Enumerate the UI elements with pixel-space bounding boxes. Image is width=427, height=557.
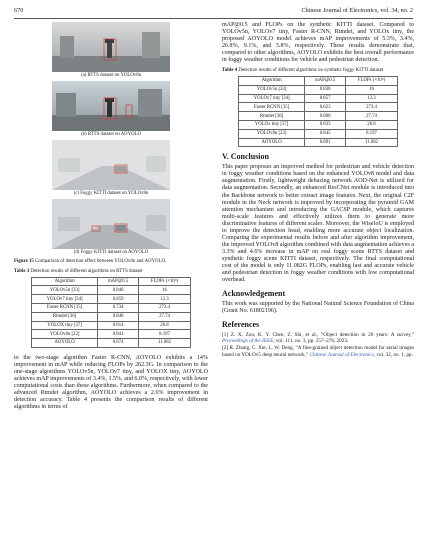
table-header-row bbox=[239, 77, 398, 86]
table-3-caption bbox=[14, 269, 208, 275]
column-header: Algorithm bbox=[32, 277, 98, 286]
table-cell: 0.848 bbox=[98, 312, 139, 321]
table-3 bbox=[31, 277, 191, 348]
table-cell: AOYOLO bbox=[32, 339, 98, 348]
table-cell: 8.197 bbox=[346, 129, 398, 138]
table-cell: 0.623 bbox=[305, 103, 346, 112]
acknowledgement-heading: Acknowledgement bbox=[222, 289, 286, 299]
table-cell: AOYOLO bbox=[239, 138, 305, 147]
table-cell: YOLOv5n [33] bbox=[239, 85, 305, 94]
column-header: mAP@0.5 bbox=[98, 277, 139, 286]
reference-item bbox=[222, 345, 414, 357]
figure-caption-text: Comparison of detection effect between YOLOv8n and AOYOLO. bbox=[35, 259, 167, 264]
figure-subcaption-b: (b) RTTS dataset on AOYOLO bbox=[81, 132, 141, 137]
reference-item bbox=[222, 332, 414, 344]
table-cell: YOLOX tiny [37] bbox=[32, 321, 98, 330]
table-cell: 27.74 bbox=[139, 312, 191, 321]
table-cell: 0.891 bbox=[305, 138, 346, 147]
conclusion-text: This paper proposes an improved method for pedestrian and vehicle detection in foggy weather conditions based on the enhanced YOLOv8 model and data augmentation. Firstly, lightweight dehazing network AOD-Net is utilized for data augmentation. Secondly, an enhanced ResCNet module is introduced into the Backbone network to better extract image features. Next, the original C2F module in the Neck network is improved by incorporating the pyramid GAM attention mechanism and introducing the GACSP module, which captures multi-scale features and effectively utilizes them to generate more discriminative features of different scales. Moreover, the WiseIoU is employed to improve the detection head, enabling more accurate object localization. Comparing the experimental results before and after algorithm improvement, the improved YOLOv8 algorithm combined with data augmentation achieves a 3.3% and 4.6% increase in mAP on real foggy scene RTTS dataset and synthetic foggy scene KITTI dataset, respectively. The final computational cost of the model is only 11.082G FLOPs, enabling fast and accurate vehicle and pedestrian detection in foggy weather conditions with low computational overhead. bbox=[222, 164, 414, 284]
figure-subcaption-c: (c) Foggy KITTI dataset on YOLOv8n bbox=[73, 191, 149, 196]
left-body-text: to the two-stage algorithm Faster R-CNN, AOYOLO exhibits a 14% improvement in mAP while reducing FLOPs by 262.3G. In comparison to the one-stage algorithms YOLOv5n, YOLOv7 tiny, and YOLOX tiny, AOYOLO achieves mAP improvements of 3.4%, 1.5%, and 6.0%, respectively, with lower computational costs than these algorithms. Furthermore, when compared to the advanced Rtmdet algorithm, AOYOLO achieves a 2.6% improvement in detection accuracy. Table 4 presents the comparison results of different algorithms in terms of bbox=[14, 354, 208, 411]
table-row bbox=[239, 120, 398, 129]
references-heading: References bbox=[222, 320, 260, 330]
table-3-caption-text: Detection results of different algorithms on RTTS dataset bbox=[30, 268, 143, 274]
table-cell: YOLOv5n [33] bbox=[32, 286, 98, 295]
column-header: mAP@0.5 bbox=[305, 77, 346, 86]
column-header: Algorithm bbox=[239, 77, 305, 86]
table-cell: 0.859 bbox=[98, 295, 139, 304]
table-row bbox=[239, 129, 398, 138]
table-cell: 0.857 bbox=[305, 94, 346, 103]
header-rule bbox=[14, 18, 413, 19]
table-cell: 0.800 bbox=[305, 112, 346, 121]
table-cell: 0.833 bbox=[305, 120, 346, 129]
figure-caption bbox=[14, 259, 208, 265]
table-cell: 0.841 bbox=[98, 330, 139, 339]
table-cell: 0.874 bbox=[98, 339, 139, 348]
table-cell: YOLOv7 tiny [34] bbox=[239, 94, 305, 103]
table-cell: 12.3 bbox=[346, 94, 398, 103]
table-row bbox=[32, 312, 191, 321]
page-number: 670 bbox=[14, 7, 24, 14]
table-cell: 12.3 bbox=[139, 295, 191, 304]
table-row bbox=[32, 339, 191, 348]
table-cell: YOLOv7 tiny [34] bbox=[32, 295, 98, 304]
table-4-caption bbox=[222, 68, 414, 74]
reference-text: , vol. 111, no. 3, pp. 257–276, 2023. bbox=[273, 338, 349, 345]
table-cell: 0.838 bbox=[305, 85, 346, 94]
table-cell: 11.082 bbox=[139, 339, 191, 348]
table-row bbox=[32, 303, 191, 312]
journal-title: Chinese Journal of Electronics, vol. 34, no. 2 bbox=[301, 7, 413, 14]
figure-image-rtts-aoyolo bbox=[52, 81, 170, 131]
reference-text: , vol. 32, no. 1, pp. bbox=[373, 351, 413, 358]
table-row bbox=[32, 330, 191, 339]
conclusion-heading: V. Conclusion bbox=[222, 152, 269, 162]
table-4-label: Table 4 bbox=[222, 68, 238, 74]
reference-journal-link[interactable]: Chinese Journal of Electronics bbox=[309, 351, 374, 358]
table-cell: 26.8 bbox=[139, 321, 191, 330]
right-column bbox=[222, 22, 414, 359]
table-4-caption-text: Detection results of different algorithms on synthetic foggy KITTI dataset bbox=[238, 68, 384, 74]
left-column bbox=[14, 22, 208, 411]
page-header bbox=[14, 7, 413, 17]
figure-image-kitti-yolov8n bbox=[52, 140, 170, 190]
table-cell: YOLOv8n [22] bbox=[32, 330, 98, 339]
reference-text: [1] Z. X. Zou, K. Y. Chen, Z. Shi, et al., “Object detection in 20 years: A survey,” bbox=[222, 332, 414, 339]
table-3-label: Table 3 bbox=[14, 268, 30, 274]
table-row bbox=[32, 286, 191, 295]
table-cell: YOLOx tiny [37] bbox=[239, 120, 305, 129]
table-cell: Faster RCNN [35] bbox=[239, 103, 305, 112]
table-row bbox=[239, 138, 398, 147]
table-cell: YOLOv8n [22] bbox=[239, 129, 305, 138]
column-header: FLOPs (×10⁹) bbox=[346, 77, 398, 86]
table-cell: Faster RCNN [35] bbox=[32, 303, 98, 312]
reference-journal-link[interactable]: Proceedings of the IEEE bbox=[222, 338, 274, 345]
table-row bbox=[32, 321, 191, 330]
figure-image-kitti-aoyolo bbox=[52, 199, 170, 249]
reference-text: [2] R. Zhang, C. Xie, L. W. Deng, “A fine-grained object detection model for aerial images based on YOLOv5 deep neural network,” bbox=[222, 345, 414, 358]
table-cell: 16 bbox=[346, 85, 398, 94]
table-cell: 273.4 bbox=[346, 103, 398, 112]
table-cell: 0.814 bbox=[98, 321, 139, 330]
table-cell: 0.734 bbox=[98, 303, 139, 312]
table-cell: 11.082 bbox=[346, 138, 398, 147]
table-cell: Rtmdet [36] bbox=[32, 312, 98, 321]
table-row bbox=[239, 103, 398, 112]
table-4 bbox=[238, 76, 398, 147]
column-header: FLOPs (×10⁹) bbox=[139, 277, 191, 286]
table-cell: 0.845 bbox=[305, 129, 346, 138]
figure-subcaption-a: (a) RTTS dataset on YOLOv8n bbox=[80, 73, 141, 78]
table-row bbox=[239, 112, 398, 121]
table-cell: 0.840 bbox=[98, 286, 139, 295]
table-row bbox=[32, 295, 191, 304]
table-cell: Rtmdet [36] bbox=[239, 112, 305, 121]
table-cell: 26.8 bbox=[346, 120, 398, 129]
figure-15 bbox=[52, 22, 170, 255]
table-cell: 8.197 bbox=[139, 330, 191, 339]
acknowledgement-text: This work was supported by the National Natural Science Foundation of China (Grant No. 61802196). bbox=[222, 301, 414, 315]
figure-subcaption-d: (d) Foggy KITTI dataset on AOYOLO bbox=[73, 250, 149, 255]
figure-image-rtts-yolov8n bbox=[52, 22, 170, 72]
table-row bbox=[239, 94, 398, 103]
table-header-row bbox=[32, 277, 191, 286]
right-intro-text: mAP@0.5 and FLOPs on the synthetic KITTI dataset. Compared to YOLOv5n, YOLOv7 tiny, Faster R-CNN, Rtmdet, and YOLOx tiny, the proposed AOYOLO model achieves mAP improvements of 5.3%, 3.4%, 26.8%, 9.1%, and 5.8%, respectively. These results demonstrate that, compared to other algorithms, AOYOLO exhibits the best overall performance in foggy weather conditions for vehicle and pedestrian detection. bbox=[222, 22, 414, 64]
table-cell: 273.4 bbox=[139, 303, 191, 312]
table-row bbox=[239, 85, 398, 94]
table-cell: 16 bbox=[139, 286, 191, 295]
table-cell: 27.74 bbox=[346, 112, 398, 121]
figure-caption-label: Figure 15 bbox=[14, 259, 34, 264]
